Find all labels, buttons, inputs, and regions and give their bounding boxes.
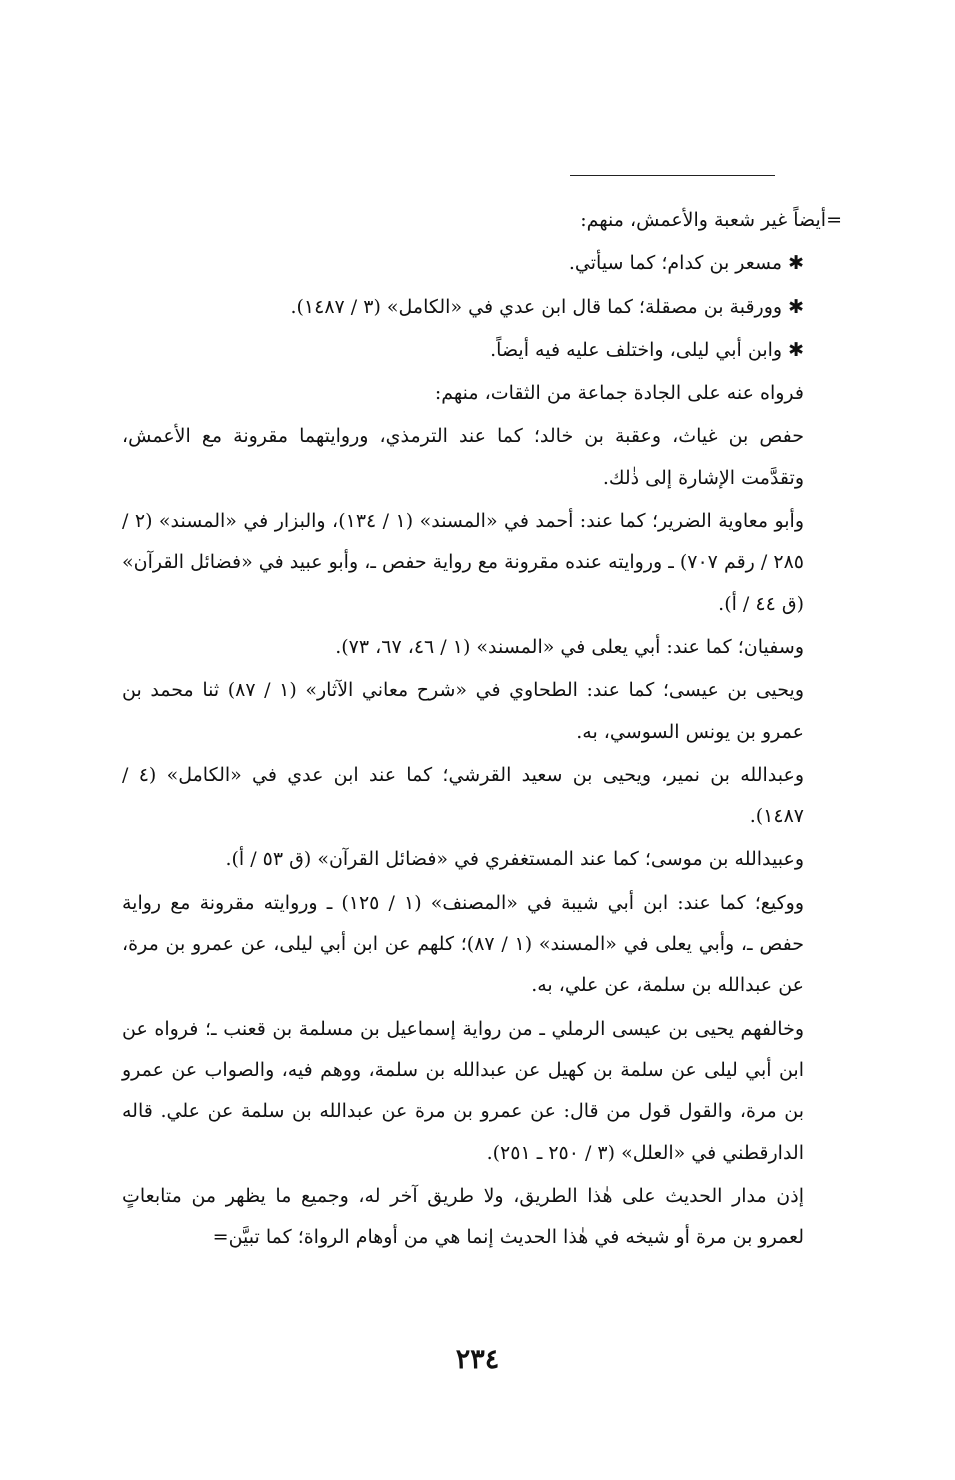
paragraph: وسفيان؛ كما عند: أبي يعلى في «المسند» (١ / ٤٦، ٦٧، ٧٣). — [335, 635, 804, 658]
paragraph: وأبو معاوية الضرير؛ كما عند: أحمد في «المسند» (١ / ١٣٤)، والبزار في «المسند» (٢ / ٢٨٥ / رقم ٧٠٧) ـ وروايته عنده مقرونة مع رواية حفص ـ، وأبو عبيد في «فضائل القرآن» (ق ٤٤ / أ). — [122, 510, 805, 615]
footnote-text — [122, 200, 842, 1260]
paragraph: وخالفهم يحيى بن عيسى الرملي ـ من رواية إسماعيل بن مسلمة بن قعنب ـ؛ فرواه عن ابن أبي ليلى عن سلمة بن كهيل عن عبدالله بن سلمة، ووهم فيه، والصواب عن عمرو بن مرة، والقول قول من قال: عن عمرو بن مرة عن عبدالله بن سلمة عن علي. قاله الدارقطني في «العلل» (٣ / ٢٥٠ ـ ٢٥١). — [122, 1017, 804, 1164]
list-item-text: مسعر بن كدام؛ كما سيأتي. — [568, 252, 783, 275]
list-item — [122, 243, 842, 284]
paragraph: فرواه عنه على الجادة جماعة من الثقات، منهم: — [434, 382, 804, 405]
list-item — [122, 287, 842, 328]
asterisk-icon: ✱ — [788, 338, 804, 361]
list-item — [122, 330, 842, 371]
asterisk-icon: ✱ — [788, 252, 804, 275]
paragraph: وعبيدالله بن موسى؛ كما عند المستغفري في «فضائل القرآن» (ق ٥٣ / أ). — [225, 848, 804, 871]
paragraph: ويحيى بن عيسى؛ كما عند: الطحاوي في «شرح معاني الآثار» (١ / ٨٧) ثنا محمد بن عمرو بن يونس السوسي، به. — [122, 679, 805, 743]
paragraph: إذن مدار الحديث على هٰذا الطريق، ولا طريق آخر له، وجميع ما يظهر من متابعاتٍ لعمرو بن مرة أو شيخه في هٰذا الحديث إنما هي من أوهام الرواة؛ كما تبيَّن= — [122, 1184, 804, 1249]
footnote-separator — [570, 175, 775, 176]
paragraph: وعبدالله بن نمير، ويحيى بن سعيد القرشي؛ كما عند ابن عدي في «الكامل» (٤ / ١٤٨٧). — [122, 763, 804, 828]
paragraph: ووكيع؛ كما عند: ابن أبي شيبة في «المصنف» (١ / ١٢٥) ـ وروايته مقرونة مع رواية حفص ـ، وأبي يعلى في «المسند» (١ / ٨٧)؛ كلهم عن ابن أبي ليلى، عن عمرو بن مرة، عن عبدالله بن سلمة، عن علي، به. — [122, 891, 805, 997]
asterisk-icon: ✱ — [788, 295, 804, 318]
list-item-text: وابن أبي ليلى، واختلف عليه فيه أيضاً. — [490, 338, 783, 361]
footnote-lead: =أيضاً غير شعبة والأعمش، منهم: — [580, 209, 842, 231]
list-item-text: وورقبة بن مصقلة؛ كما قال ابن عدي في «الكامل» (٣ / ١٤٨٧). — [290, 295, 783, 318]
paragraph: حفص بن غياث، وعقبة بن خالد؛ كما عند الترمذي، وروايتهما مقرونة مع الأعمش، وتقدَّمت الإشارة إلى ذٰلك. — [122, 425, 804, 489]
page-number: ٢٣٤ — [455, 1344, 500, 1375]
